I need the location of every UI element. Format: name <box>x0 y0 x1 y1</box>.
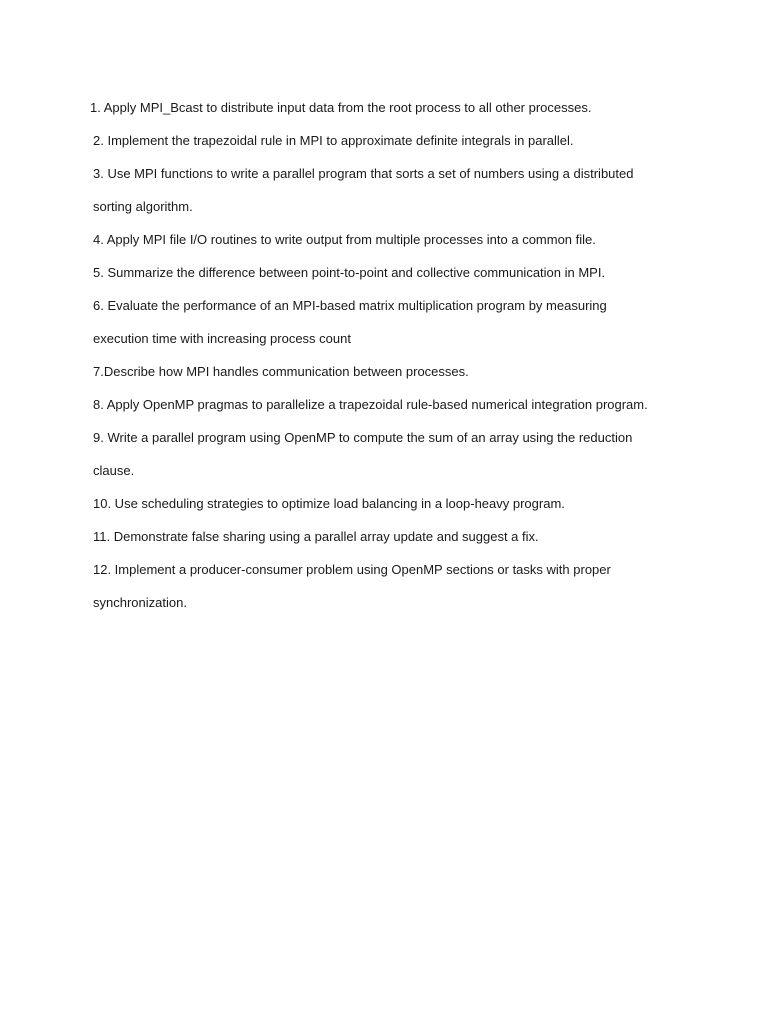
question-item-10: 10. Use scheduling strategies to optimize load balancing in a loop-heavy program. <box>93 496 565 511</box>
question-item-1: 1. Apply MPI_Bcast to distribute input data from the root process to all other processes. <box>90 100 592 115</box>
question-item-8: 8. Apply OpenMP pragmas to parallelize a trapezoidal rule-based numerical integration program. <box>93 397 648 412</box>
question-list <box>90 91 653 619</box>
question-item-2: 2. Implement the trapezoidal rule in MPI to approximate definite integrals in parallel. <box>93 133 574 148</box>
question-item-6: 6. Evaluate the performance of an MPI-based matrix multiplication program by measuring execution time with increasing process count <box>93 298 607 346</box>
question-item-5: 5. Summarize the difference between point-to-point and collective communication in MPI. <box>93 265 606 280</box>
question-item-7: 7.Describe how MPI handles communication between processes. <box>93 364 469 379</box>
question-item-3: 3. Use MPI functions to write a parallel program that sorts a set of numbers using a distributed sorting algorithm. <box>93 166 634 214</box>
question-item-4: 4. Apply MPI file I/O routines to write output from multiple processes into a common file. <box>93 232 596 247</box>
question-item-12: 12. Implement a producer-consumer problem using OpenMP sections or tasks with proper synchronization. <box>93 562 611 610</box>
question-item-9: 9. Write a parallel program using OpenMP to compute the sum of an array using the reduction clause. <box>93 430 633 478</box>
question-item-11: 11. Demonstrate false sharing using a parallel array update and suggest a fix. <box>93 529 539 544</box>
